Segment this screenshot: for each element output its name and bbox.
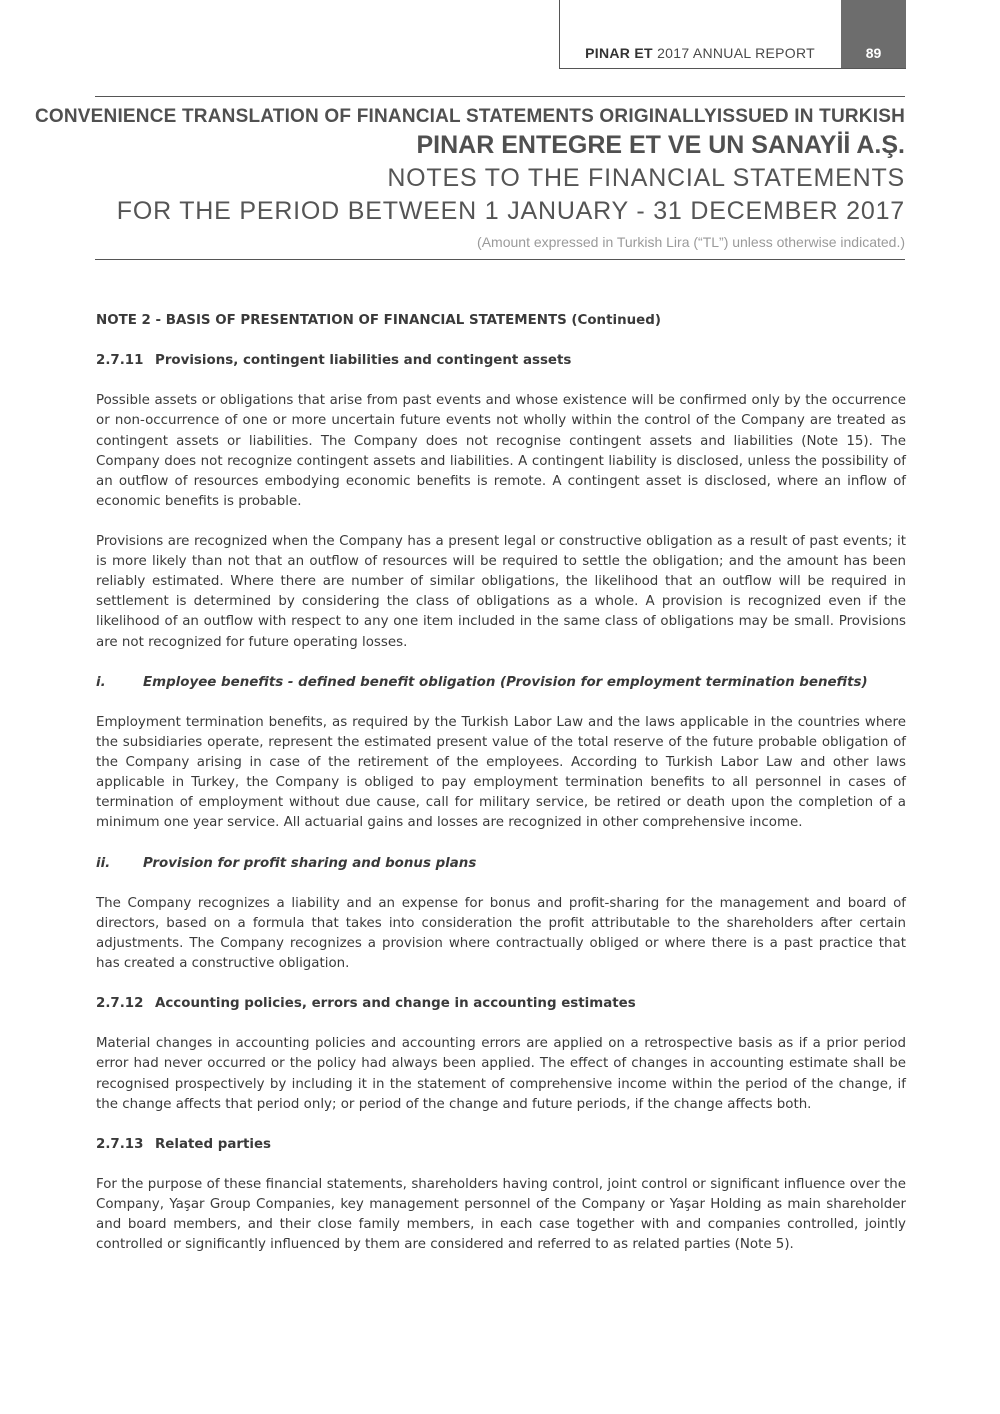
section-title: Related parties xyxy=(155,1136,272,1152)
subsection-number: ii. xyxy=(96,855,111,871)
note-heading: NOTE 2 - BASIS OF PRESENTATION OF FINANCIAL STATEMENTS (Continued) xyxy=(96,313,661,328)
subsection-number: i. xyxy=(96,674,106,690)
paragraph: Employment termination benefits, as required by the Turkish Labor Law and the laws applicable in the countries where the subsidiaries operate, represent the estimated present value of the total reserve of the future probable obligation of the Company arising in case of the retirement of the employees. According to Turkish Labor Law and other laws applicable in Turkey, the Company is obliged to pay employment termination benefits to all personnel in cases of termination of employment without due cause, call for military service, be retired or death upon the completion of a minimum one year service. All actuarial gains and losses are recognized in other comprehensive income. xyxy=(96,714,906,831)
section-heading xyxy=(96,351,906,371)
amount-note: (Amount expressed in Turkish Lira (“TL”) unless otherwise indicated.) xyxy=(477,234,905,250)
paragraph: For the purpose of these financial statements, shareholders having control, joint control or significant influence over the Company, Yaşar Group Companies, key management personnel of the Company or Yaşar Holding as main shareholder and board members, and their close family members, in each case together with and companies controlled, jointly controlled or significantly influenced by them are considered and referred to as related parties (Note 5). xyxy=(96,1177,906,1253)
translation-notice: CONVENIENCE TRANSLATION OF FINANCIAL STATEMENTS ORIGINALLYISSUED IN TURKISH xyxy=(34,106,905,127)
page-number-box xyxy=(841,0,906,68)
section-number: 2.7.11 xyxy=(96,353,144,369)
section-heading xyxy=(96,994,906,1014)
report-year-title: 2017 ANNUAL REPORT xyxy=(657,45,815,61)
period-title: FOR THE PERIOD BETWEEN 1 JANUARY - 31 DECEMBER 2017 xyxy=(116,197,905,225)
subsection-heading xyxy=(96,854,906,874)
section-title: Accounting policies, errors and change in accounting estimates xyxy=(155,996,636,1012)
section-number: 2.7.12 xyxy=(96,996,144,1012)
subsection-heading xyxy=(96,673,906,693)
section-number: 2.7.13 xyxy=(96,1136,144,1152)
header-bottom-rule xyxy=(95,259,905,260)
section-title: Provisions, contingent liabilities and contingent assets xyxy=(155,353,572,369)
subsection-title: Provision for profit sharing and bonus plans xyxy=(143,855,477,871)
document-body xyxy=(96,311,906,1276)
company-name: PINAR ENTEGRE ET VE UN SANAYİİ A.Ş. xyxy=(416,131,905,159)
paragraph: Material changes in accounting policies and accounting errors are applied on a retrospective basis as if a prior period error had never occurred or the policy had always been applied. The effect of changes in accounting estimate shall be recognised prospectively by including it in the statement of comprehensive income within the period of the change, if the change affects that period only; or period of the change and future periods, if the change affects both. xyxy=(96,1036,906,1112)
subsection-title: Employee benefits - defined benefit obligation (Provision for employment termination benefits) xyxy=(143,674,868,690)
paragraph: The Company recognizes a liability and an expense for bonus and profit-sharing for the management and board of directors, based on a formula that takes into consideration the profit attributable to the shareholders after certain adjustments. The Company recognizes a provision where contractually obliged or where there is a past practice that has created a constructive obligation. xyxy=(96,895,906,971)
paragraph: Possible assets or obligations that arise from past events and whose existence will be confirmed only by the occurrence or non-occurrence of one or more uncertain future events not wholly within the control of the Company are treated as contingent assets or liabilities. The Company does not recognise contingent assets and liabilities (Note 15). The Company does not recognize contingent assets and liabilities. A contingent liability is disclosed, unless the possibility of an outflow of resources embodying economic benefits is remote. A contingent asset is disclosed, where an inflow of economic benefits is probable. xyxy=(96,393,906,509)
paragraph: Provisions are recognized when the Company has a present legal or constructive obligation as a result of past events; it is more likely than not that an outflow of resources will be required to settle the obligation; and the amount has been reliably estimated. Where there are number of similar obligations, the likelihood that an outflow will be required in settlement is determined by considering the class of obligations as a whole. A provision is recognized even if the likelihood of an outflow with respect to any one item included in the same class of obligations may be small. Provisions are not recognized for future operating losses. xyxy=(96,534,906,650)
report-title xyxy=(585,45,815,61)
report-brand: PINAR ET xyxy=(585,45,653,61)
report-header-bar xyxy=(559,0,906,69)
page-number: 89 xyxy=(865,45,882,61)
header-top-rule xyxy=(95,96,905,97)
section-heading xyxy=(96,1135,906,1155)
notes-title: NOTES TO THE FINANCIAL STATEMENTS xyxy=(387,164,905,192)
